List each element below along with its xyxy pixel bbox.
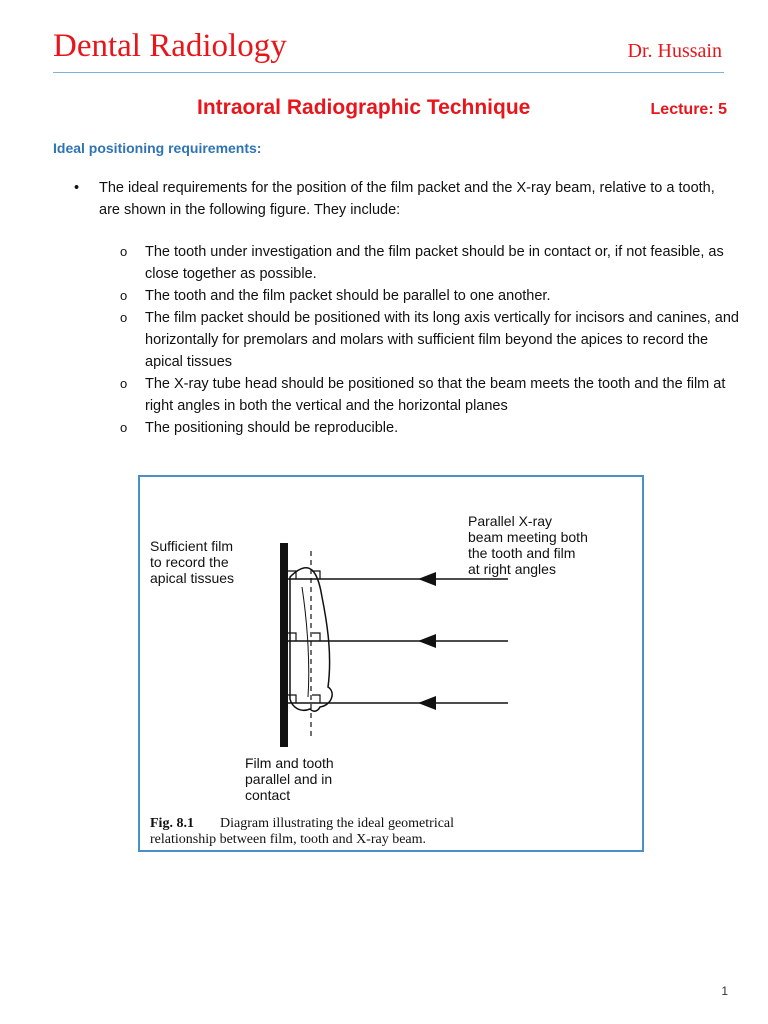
figure-caption: relationship between film, tooth and X-ray beam. xyxy=(150,832,427,847)
bullet-dot-icon: • xyxy=(74,180,80,196)
list-item-text: The positioning should be reproducible. xyxy=(145,420,399,436)
figure-caption: Diagram illustrating the ideal geometrical xyxy=(220,816,455,831)
label-parallel: parallel and in xyxy=(245,771,333,787)
header-divider xyxy=(53,72,724,73)
list-item-text: The tooth and the film packet should be parallel to one another. xyxy=(145,288,551,304)
section-heading: Ideal positioning requirements: xyxy=(53,140,262,156)
label-film: to record the xyxy=(150,554,229,570)
figure-box xyxy=(138,475,644,852)
label-film: apical tissues xyxy=(150,570,235,586)
circle-bullet-icon: o xyxy=(120,244,128,259)
diagram xyxy=(140,477,642,850)
right-angle-marker xyxy=(312,633,320,641)
list-item-text: The film packet should be positioned with its long axis vertically for incisors and canines, and horizontally for premolars and molars with sufficient film beyond the apices to record the apical tissues xyxy=(145,310,739,370)
list-item xyxy=(120,285,740,307)
label-beam: Parallel X-ray xyxy=(468,513,553,529)
circle-bullet-icon: o xyxy=(120,376,128,391)
arrow-icon xyxy=(418,696,436,710)
right-angle-marker xyxy=(288,633,296,641)
requirements-list xyxy=(120,241,740,439)
tooth-inner-line xyxy=(302,587,309,697)
list-item xyxy=(120,241,740,285)
label-parallel: Film and tooth xyxy=(245,755,334,771)
label-beam: beam meeting both xyxy=(468,529,588,545)
label-beam: at right angles xyxy=(468,561,556,577)
film-packet xyxy=(280,543,288,747)
lecture-number: Lecture: 5 xyxy=(650,101,727,118)
arrow-icon xyxy=(418,634,436,648)
circle-bullet-icon: o xyxy=(120,310,128,325)
lecture-title: Intraoral Radiographic Technique xyxy=(197,96,531,119)
figure-caption-label: Fig. 8.1 xyxy=(150,816,194,831)
arrow-icon xyxy=(418,572,436,586)
list-item xyxy=(120,307,740,373)
list-item-text: The X-ray tube head should be positioned so that the beam meets the tooth and the film at right angles in both the vertical and the horizontal planes xyxy=(145,376,726,414)
circle-bullet-icon: o xyxy=(120,288,128,303)
right-angle-marker xyxy=(312,695,320,703)
bullet-text: The ideal requirements for the position of the film packet and the X-ray beam, relative to a tooth, are shown in the following figure. They include: xyxy=(99,180,715,218)
circle-bullet-icon: o xyxy=(120,420,128,435)
page-number: 1 xyxy=(721,984,728,998)
label-parallel: contact xyxy=(245,787,291,803)
list-item-text: The tooth under investigation and the film packet should be in contact or, if not feasible, as close together as possible. xyxy=(145,244,724,282)
label-film: Sufficient film xyxy=(150,538,233,554)
right-angle-marker xyxy=(288,695,296,703)
document-title: Dental Radiology xyxy=(53,28,287,64)
list-item xyxy=(120,373,740,417)
author-name: Dr. Hussain xyxy=(627,40,722,62)
label-beam: the tooth and film xyxy=(468,545,576,561)
list-item xyxy=(120,417,740,439)
